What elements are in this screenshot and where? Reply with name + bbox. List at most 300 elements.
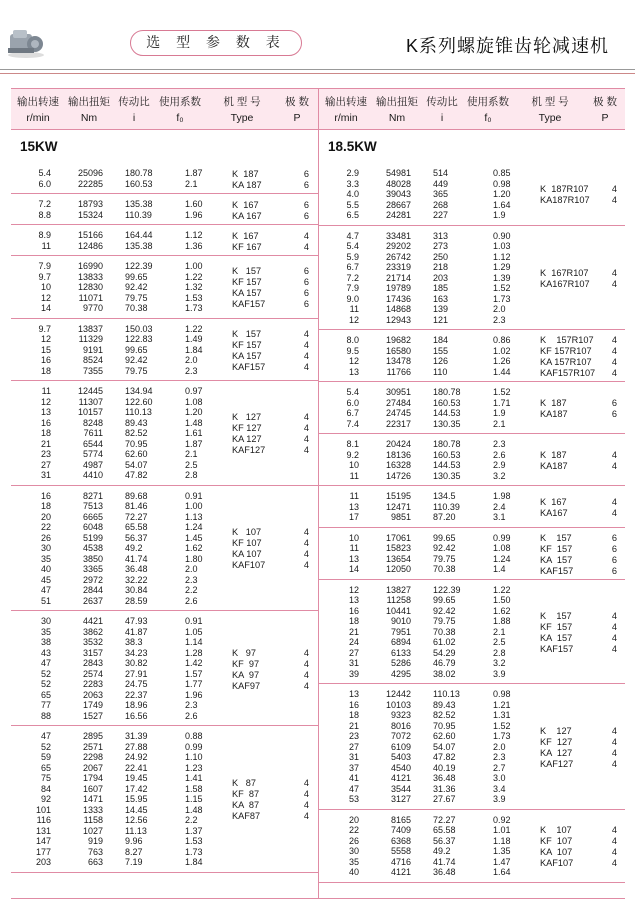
speed-cell: 203	[35, 857, 51, 867]
model-group	[11, 611, 318, 726]
ratio-cell: 54.29	[433, 647, 456, 658]
table-row	[11, 501, 231, 512]
torque-cell: 1333	[82, 804, 103, 815]
ratio-cell: 203	[433, 272, 449, 283]
model-type: KA 157	[540, 554, 573, 565]
speed-cell: 47	[40, 658, 51, 668]
service-factor-cell: 1.98	[493, 491, 511, 501]
model-group	[319, 382, 625, 434]
torque-cell: 3544	[390, 783, 411, 794]
ratio-cell: 72.27	[125, 511, 148, 522]
speed-cell: 11	[41, 386, 51, 396]
column-header: P	[601, 112, 609, 124]
speed-cell: 35	[40, 553, 51, 564]
service-factor-cell: 1.87	[185, 168, 203, 178]
table-row	[11, 272, 231, 283]
speed-cell: 45	[40, 574, 51, 585]
table-row	[11, 564, 231, 575]
torque-cell: 6544	[82, 438, 103, 449]
column-header: 输出扭矩	[376, 96, 418, 108]
model-type: KAF157	[540, 565, 574, 576]
ratio-cell: 227	[433, 210, 449, 220]
speed-cell: 12	[348, 356, 359, 366]
speed-cell: 14	[348, 564, 359, 574]
speed-cell: 30	[40, 543, 51, 553]
table-row	[11, 575, 231, 586]
torque-cell: 8248	[82, 417, 103, 428]
service-factor-cell: 1.21	[493, 699, 511, 710]
pole-count: 6	[303, 288, 309, 299]
table-row	[11, 470, 231, 481]
pole-count: 4	[303, 647, 309, 658]
table-row	[319, 784, 539, 795]
speed-cell: 26	[348, 835, 359, 846]
model-type: KA 107	[232, 549, 262, 560]
service-factor-cell: 1.20	[185, 407, 203, 417]
ratio-cell: 110.39	[433, 501, 460, 512]
table-row	[11, 366, 231, 377]
table-row	[11, 282, 231, 293]
torque-cell: 20424	[385, 439, 411, 449]
speed-cell: 5.5	[346, 199, 359, 210]
service-factor-cell: 2.8	[185, 470, 198, 480]
service-factor-cell: 2.2	[185, 815, 198, 825]
speed-cell: 13	[348, 595, 359, 605]
service-factor-cell: 1.12	[493, 251, 511, 262]
pole-count: 4	[303, 680, 309, 691]
table-row	[11, 293, 231, 304]
model-type: KA 167	[232, 210, 262, 221]
service-factor-cell: 1.32	[185, 282, 203, 292]
pole-count: 4	[611, 461, 617, 471]
service-factor-cell: 1.73	[493, 293, 511, 304]
speed-cell: 7.2	[38, 199, 51, 209]
pole-count: 4	[303, 778, 309, 789]
column-header: 机 型 号	[223, 96, 261, 108]
ratio-cell: 164.44	[125, 230, 153, 240]
service-factor-cell: 2.9	[493, 460, 506, 470]
pole-count: 4	[303, 350, 309, 361]
torque-cell: 4540	[390, 762, 411, 773]
table-row	[11, 794, 231, 805]
model-type: K 157	[540, 532, 572, 543]
torque-cell: 26742	[385, 251, 411, 262]
ratio-cell: 122.39	[125, 261, 153, 271]
torque-cell: 5403	[390, 752, 411, 762]
table-row	[11, 460, 231, 471]
column-header: 使用系数	[159, 96, 201, 108]
service-factor-cell: 1.24	[185, 522, 203, 532]
model-type: K 107	[540, 825, 572, 835]
table-row	[319, 689, 539, 700]
speed-cell: 35	[40, 626, 51, 637]
torque-cell: 2574	[82, 668, 103, 679]
speed-cell: 88	[40, 710, 51, 721]
ratio-cell: 27.88	[125, 741, 148, 752]
service-factor-cell: 2.0	[493, 741, 506, 752]
ratio-cell: 134.5	[433, 491, 456, 501]
table-row	[319, 533, 539, 544]
speed-cell: 75	[40, 773, 51, 783]
service-factor-cell: 1.61	[185, 428, 203, 438]
torque-cell: 10157	[77, 407, 103, 417]
model-type: KAF157R107	[540, 368, 596, 378]
speed-cell: 7.9	[346, 283, 359, 293]
ratio-cell: 65.58	[125, 522, 148, 532]
ratio-cell: 218	[433, 262, 449, 272]
service-factor-cell: 1.22	[493, 584, 511, 595]
service-factor-cell: 2.3	[493, 752, 506, 762]
service-factor-cell: 1.35	[493, 846, 511, 856]
ratio-cell: 121	[433, 314, 449, 325]
table-row	[319, 554, 539, 565]
table-row	[319, 700, 539, 711]
model-group	[11, 381, 318, 486]
ratio-cell: 184	[433, 335, 449, 345]
speed-cell: 21	[40, 438, 51, 449]
torque-cell: 22317	[385, 418, 411, 429]
model-type: KF 167	[232, 241, 262, 252]
pole-count: 4	[611, 836, 617, 846]
torque-cell: 3532	[82, 637, 103, 647]
speed-cell: 47	[40, 585, 51, 595]
ratio-cell: 92.42	[433, 543, 456, 553]
service-factor-cell: 0.86	[493, 335, 511, 345]
service-factor-cell: 1.08	[493, 543, 511, 553]
ratio-cell: 24.75	[125, 679, 148, 689]
service-factor-cell: 1.62	[185, 543, 203, 553]
table-row	[11, 554, 231, 565]
pole-count: 4	[303, 434, 309, 445]
table-row	[11, 241, 231, 252]
speed-cell: 6.5	[346, 210, 359, 220]
table-row	[11, 449, 231, 460]
torque-cell: 12471	[385, 501, 411, 512]
ratio-cell: 46.79	[433, 658, 456, 668]
pole-count: 4	[611, 335, 617, 345]
model-type: KAF157	[232, 299, 266, 310]
ratio-cell: 110	[433, 366, 448, 377]
table-row	[319, 304, 539, 315]
service-factor-cell: 2.0	[185, 564, 198, 574]
speed-cell: 37	[348, 762, 359, 773]
pole-count: 4	[303, 669, 309, 680]
pole-count: 6	[611, 398, 617, 408]
model-type: KA187	[540, 461, 568, 471]
ratio-cell: 79.75	[125, 292, 148, 303]
service-factor-cell: 2.0	[185, 355, 198, 365]
ratio-cell: 139	[433, 304, 449, 314]
pole-count: 4	[611, 736, 617, 747]
model-type: K 157	[232, 266, 262, 277]
column-header: 机 型 号	[531, 96, 569, 108]
torque-cell: 16328	[385, 460, 411, 470]
speed-cell: 18	[40, 428, 51, 438]
ratio-cell: 82.52	[125, 428, 148, 438]
ratio-cell: 70.38	[433, 626, 456, 637]
table-row	[319, 564, 539, 575]
ratio-cell: 36.48	[125, 564, 148, 574]
speed-cell: 30	[40, 616, 51, 626]
model-type: KAF97	[232, 680, 261, 691]
speed-cell: 41	[348, 773, 359, 783]
speed-cell: 51	[40, 595, 51, 606]
pole-count: 4	[303, 789, 309, 800]
table-row	[319, 189, 539, 200]
ratio-cell: 24.92	[125, 752, 148, 762]
torque-cell: 2067	[82, 762, 103, 773]
torque-cell: 2298	[82, 752, 103, 762]
table-row	[11, 815, 231, 826]
service-factor-cell: 2.6	[185, 595, 198, 606]
gear-reducer-logo-icon	[6, 24, 46, 60]
service-factor-cell: 1.00	[185, 261, 203, 271]
torque-cell: 19789	[385, 283, 411, 293]
service-factor-cell: 2.0	[493, 304, 506, 314]
torque-cell: 17061	[385, 532, 411, 543]
service-factor-cell: 2.1	[185, 178, 198, 189]
speed-cell: 92	[40, 794, 51, 804]
ratio-cell: 126	[433, 356, 449, 366]
ratio-cell: 31.39	[125, 731, 148, 741]
ratio-cell: 89.68	[125, 490, 148, 501]
torque-cell: 5558	[390, 846, 411, 856]
service-factor-cell: 1.9	[493, 210, 506, 220]
model-type: KA187R107	[540, 195, 590, 206]
pole-count: 4	[611, 847, 617, 857]
table-column-15kw	[11, 88, 318, 899]
ratio-cell: 62.60	[433, 731, 456, 741]
speed-cell: 20	[348, 814, 359, 825]
table-row	[11, 658, 231, 669]
service-factor-cell: 1.48	[185, 417, 203, 428]
service-factor-cell: 1.58	[185, 783, 203, 794]
service-factor-cell: 1.87	[185, 438, 203, 449]
model-type: KAF107	[540, 858, 574, 868]
column-header: f₀	[176, 112, 184, 124]
speed-cell: 24	[348, 637, 359, 647]
service-factor-cell: 1.80	[185, 553, 203, 564]
torque-cell: 2895	[82, 731, 103, 741]
torque-cell: 10103	[385, 699, 411, 710]
table-row	[11, 763, 231, 774]
service-factor-cell: 2.3	[185, 700, 198, 710]
service-factor-cell: 2.4	[493, 501, 506, 512]
pole-count: 4	[611, 643, 617, 654]
service-factor-cell: 1.37	[185, 825, 203, 836]
service-factor-cell: 1.50	[493, 595, 511, 605]
ratio-cell: 185	[433, 283, 449, 293]
column-header: 极 数	[593, 96, 617, 108]
torque-cell: 4295	[390, 668, 411, 679]
service-factor-cell: 3.9	[493, 794, 506, 804]
service-factor-cell: 1.13	[185, 511, 203, 522]
table-row	[11, 386, 231, 397]
speed-cell: 6.7	[346, 408, 359, 418]
ratio-cell: 99.65	[433, 595, 456, 605]
table-row	[11, 826, 231, 837]
ratio-cell: 313	[433, 230, 449, 241]
table-row	[11, 752, 231, 763]
pole-count: 4	[303, 658, 309, 669]
speed-cell: 116	[36, 815, 51, 825]
table-row	[319, 637, 539, 648]
model-type: KF 127	[232, 423, 262, 434]
torque-cell: 8524	[82, 355, 103, 365]
table-row	[11, 210, 231, 221]
model-type: KA 127	[232, 434, 262, 445]
service-factor-cell: 2.3	[493, 439, 506, 449]
torque-cell: 13654	[385, 553, 411, 564]
table-row	[319, 815, 539, 826]
service-factor-cell: 2.6	[185, 710, 198, 721]
model-type: K 187	[540, 450, 567, 460]
torque-cell: 48028	[385, 178, 411, 189]
table-row	[319, 543, 539, 554]
torque-cell: 11307	[78, 396, 103, 407]
torque-cell: 6133	[390, 647, 411, 658]
pole-count: 4	[303, 230, 309, 241]
ratio-cell: 268	[433, 199, 449, 210]
speed-cell: 10	[348, 460, 359, 470]
torque-cell: 18793	[77, 199, 103, 209]
speed-cell: 22	[348, 825, 359, 835]
model-group	[319, 434, 625, 486]
ratio-cell: 273	[433, 241, 449, 251]
ratio-cell: 160.53	[125, 178, 153, 189]
ratio-cell: 92.42	[433, 605, 456, 616]
torque-cell: 5286	[390, 658, 411, 668]
pole-count: 6	[611, 409, 617, 419]
torque-cell: 24281	[385, 210, 411, 220]
ratio-cell: 130.35	[433, 470, 461, 481]
service-factor-cell: 1.52	[493, 720, 511, 731]
torque-cell: 1607	[82, 783, 103, 794]
model-group	[11, 256, 318, 319]
table-row	[319, 836, 539, 847]
ratio-cell: 79.75	[433, 553, 456, 564]
ratio-cell: 12.56	[125, 815, 148, 825]
table-row	[11, 836, 231, 847]
speed-cell: 31	[348, 752, 359, 762]
torque-cell: 2637	[82, 595, 103, 606]
service-factor-cell: 1.10	[185, 752, 203, 762]
torque-cell: 3127	[390, 794, 411, 804]
ratio-cell: 30.84	[125, 585, 148, 595]
pole-count: 6	[303, 277, 309, 288]
model-type: K 87	[232, 778, 257, 789]
table-row	[11, 199, 231, 210]
speed-cell: 21	[348, 626, 359, 637]
pole-count: 4	[303, 241, 309, 252]
ratio-cell: 7.19	[125, 857, 143, 867]
ratio-cell: 9.96	[125, 836, 143, 846]
ratio-cell: 22.41	[125, 762, 148, 773]
torque-cell: 19682	[385, 335, 411, 345]
torque-cell: 28667	[385, 199, 411, 210]
ratio-cell: 15.95	[125, 794, 148, 804]
model-type: KF 107	[540, 836, 573, 846]
torque-cell: 1027	[82, 825, 103, 836]
model-type: KA 97	[232, 669, 260, 680]
torque-cell: 2283	[82, 679, 103, 689]
column-header: Nm	[80, 112, 98, 124]
service-factor-cell: 1.49	[185, 334, 203, 344]
model-type: KF 157	[232, 339, 262, 350]
pole-count: 4	[303, 549, 309, 560]
torque-cell: 29202	[385, 241, 411, 251]
power-section-title: 15KW	[20, 139, 58, 154]
page-title: K系列螺旋锥齿轮减速机	[405, 36, 609, 56]
torque-cell: 5774	[82, 449, 103, 459]
speed-cell: 9.2	[346, 449, 359, 460]
pole-count: 4	[611, 267, 617, 278]
service-factor-cell: 2.1	[493, 418, 506, 429]
torque-cell: 4410	[82, 470, 103, 480]
service-factor-cell: 1.73	[493, 731, 511, 741]
pole-count: 4	[611, 278, 617, 289]
torque-cell: 1794	[82, 773, 103, 783]
speed-cell: 27	[40, 459, 51, 470]
service-factor-cell: 2.5	[185, 459, 198, 470]
service-factor-cell: 1.45	[185, 532, 203, 543]
speed-cell: 18	[40, 365, 51, 376]
column-header: Nm	[388, 112, 406, 124]
speed-cell: 7.2	[346, 272, 359, 283]
ratio-cell: 92.42	[125, 355, 148, 365]
torque-cell: 3850	[82, 553, 103, 564]
service-factor-cell: 3.4	[493, 783, 506, 794]
torque-cell: 1158	[83, 815, 103, 825]
table-row	[319, 241, 539, 252]
speed-cell: 84	[40, 783, 51, 794]
speed-cell: 38	[40, 637, 51, 647]
table-row	[319, 262, 539, 273]
service-factor-cell: 2.8	[493, 647, 506, 658]
torque-cell: 7951	[390, 626, 411, 637]
pole-count: 4	[611, 195, 617, 206]
torque-cell: 14868	[385, 304, 411, 314]
column-header: Type	[538, 112, 562, 124]
table-row	[11, 616, 231, 627]
ratio-cell: 18.96	[125, 700, 148, 710]
model-type: KAF157	[232, 361, 266, 372]
speed-cell: 13	[348, 501, 359, 512]
speed-cell: 52	[40, 668, 51, 679]
service-factor-cell: 1.01	[493, 825, 511, 835]
service-factor-cell: 1.22	[185, 323, 203, 334]
ratio-cell: 27.67	[433, 794, 456, 804]
torque-cell: 2843	[82, 658, 103, 668]
speed-cell: 26	[40, 532, 51, 543]
service-factor-cell: 0.88	[185, 731, 203, 741]
table-row	[319, 825, 539, 836]
table-row	[319, 315, 539, 326]
table-row	[11, 857, 231, 868]
service-factor-cell: 1.02	[493, 345, 511, 356]
model-type: K 167	[232, 230, 259, 241]
service-factor-cell: 0.99	[493, 532, 511, 543]
model-type: KA 187	[232, 179, 262, 190]
service-factor-cell: 2.2	[185, 585, 198, 595]
column-header: P	[293, 112, 301, 124]
model-type: KAF127	[232, 445, 266, 456]
ratio-cell: 38.02	[433, 668, 456, 679]
table-row	[11, 847, 231, 858]
ratio-cell: 65.58	[433, 825, 456, 835]
pole-count: 4	[611, 825, 617, 835]
torque-cell: 7072	[390, 731, 411, 741]
